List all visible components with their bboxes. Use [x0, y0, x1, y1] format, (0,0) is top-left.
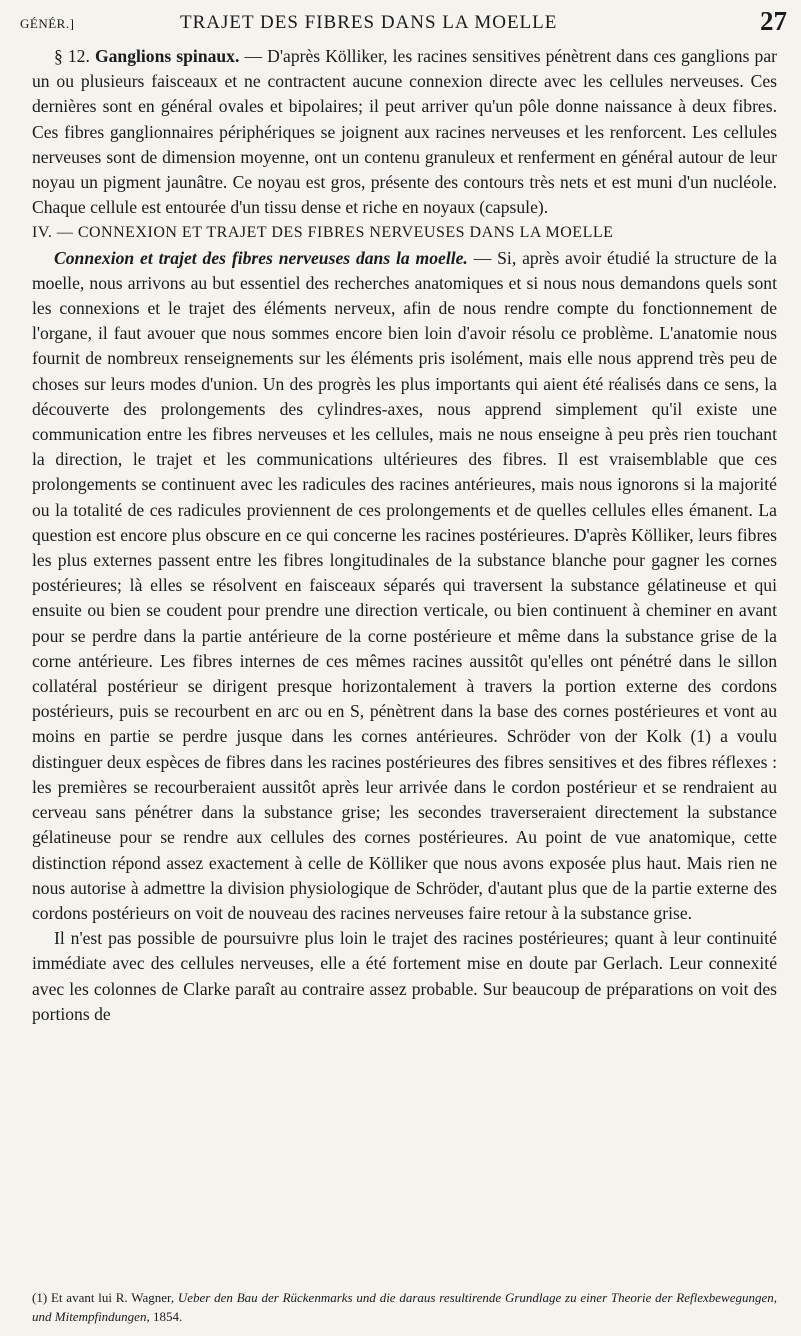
footnote-title: Ueber den Bau der Rückenmarks und die daraus resultirende Grundlage zu einer Theorie der Reflexbewegungen, und Mitempfindungen,	[32, 1290, 777, 1324]
chapter-heading: IV. — CONNEXION ET TRAJET DES FIBRES NERVEUSES DANS LA MOELLE	[32, 224, 614, 242]
body-text	[32, 44, 777, 1027]
paragraph-last: Il n'est pas possible de poursuivre plus loin le trajet des racines postérieures; quant à leur continuité immédiate avec des cellules nerveuses, elle a été fortement mise en doute par Gerlach. Leur connexité avec les colonnes de Clarke paraît au contraire assez probable. Sur beaucoup de préparations on voit des portions de	[32, 928, 777, 1024]
paragraph-ganglions	[32, 44, 777, 220]
page-number: 27	[760, 6, 787, 36]
header-section-label: GÉNÉR.]	[20, 16, 75, 31]
footnote	[32, 1288, 777, 1326]
footnote-prefix: (1) Et avant lui R. Wagner,	[32, 1290, 175, 1305]
section-heading-connexion: Connexion et trajet des fibres nerveuses dans la moelle.	[54, 247, 468, 268]
running-header	[20, 6, 787, 36]
header-title: TRAJET DES FIBRES DANS LA MOELLE	[180, 12, 558, 33]
paragraph-connexion-text: — Si, après avoir étudié la structure de la moelle, nous arrivons au but essentiel des recherches anatomiques et si nous nous demandons quels sont les connexions et le trajet des éléments nerveux, afin de nous rendre compte du fonctionnement de l'organe, il faut avouer que nous sommes encore bien loin d'avoir résolu ce problème. L'anatomie nous fournit de nombreux renseignements sur les éléments pris isolément, mais elle nous apprend très peu de choses sur leurs modes d'union. Un des progrès les plus importants qui aient été réalisés dans ce sens, la découverte des prolongements des cylindres-axes, nous apprend simplement qu'il existe une communication entre les fibres nerveuses et les cellules, mais ne nous enseigne à peu près rien touchant la direction, le trajet et les communications ultérieures des fibres. Il est vraisemblable que ces prolongements se continuent avec les radicules des racines antérieures, mais nous ignorons si la majorité ou la totalité de ces radicules proviennent de ces prolongements et de quelles cellules elles émanent. La question est encore plus obscure en ce qui concerne les racines postérieures. D'après Kölliker, leurs fibres les plus externes passent entre les fibres longitudinales de la substance blanche pour gagner les cornes postérieures; là elles se résolvent en faisceaux séparés qui traversent la substance gélatineuse et qui ensuite ou bien se coudent pour prendre une direction verticale, ou bien continuent à cheminer en avant pour se perdre dans la partie antérieure de la corne postérieure et même dans la substance grise de la corne antérieure. Les fibres internes de ces mêmes racines aussitôt qu'elles ont pénétré dans le sillon collatéral postérieur se dirigent presque horizontalement à travers la portion externe des cordons postérieurs, puis se recourbent en arc ou en S, pénètrent dans la base des cornes postérieures et vont au moins en partie se perdre jusque dans les cornes antérieures. Schröder von der Kolk (1) a voulu distinguer deux espèces de fibres dans les racines postérieures des fibres sensitives et des fibres réflexes : les premières se recourberaient aussitôt après leur arrivée dans le cordon postérieur et se rendraient au cerveau sans pénétrer dans la substance grise; les secondes traverseraient directement la substance gélatineuse pour se rendre aux cellules des cornes postérieures. Au point de vue anatomique, cette distinction répond assez exactement à celle de Kölliker que nous avons exposée plus haut. Mais rien ne nous autorise à admettre la division physiologique de Schröder, d'autant plus que de la partie externe des cordons postérieurs on voit de nouveau des racines nerveuses faire retour à la substance grise.	[32, 247, 777, 923]
section-number: § 12.	[54, 46, 90, 66]
section-heading-ganglions: Ganglions spinaux.	[94, 46, 240, 66]
paragraph-connexion	[32, 246, 777, 926]
paragraph-ganglions-text: — D'après Kölliker, les racines sensitives pénètrent dans ces ganglions par un ou plusieurs faisceaux et ne contractent aucune connexion directe avec les cellules nerveuses. Ces dernières sont en général ovales et bipolaires; il peut arriver qu'un pôle donne naissance à deux fibres. Ces fibres ganglionnaires périphériques se joignent aux racines nerveuses et les renforcent. Les cellules nerveuses sont de dimension moyenne, ont un contenu granuleux et renferment en général autour de leur noyau un pigment jaunâtre. Ce noyau est gros, présente des contours très nets et est muni d'un nucléole. Chaque cellule est entourée d'un tissu dense et riche en noyaux (capsule).	[32, 46, 777, 218]
footnote-year: 1854.	[152, 1309, 183, 1324]
